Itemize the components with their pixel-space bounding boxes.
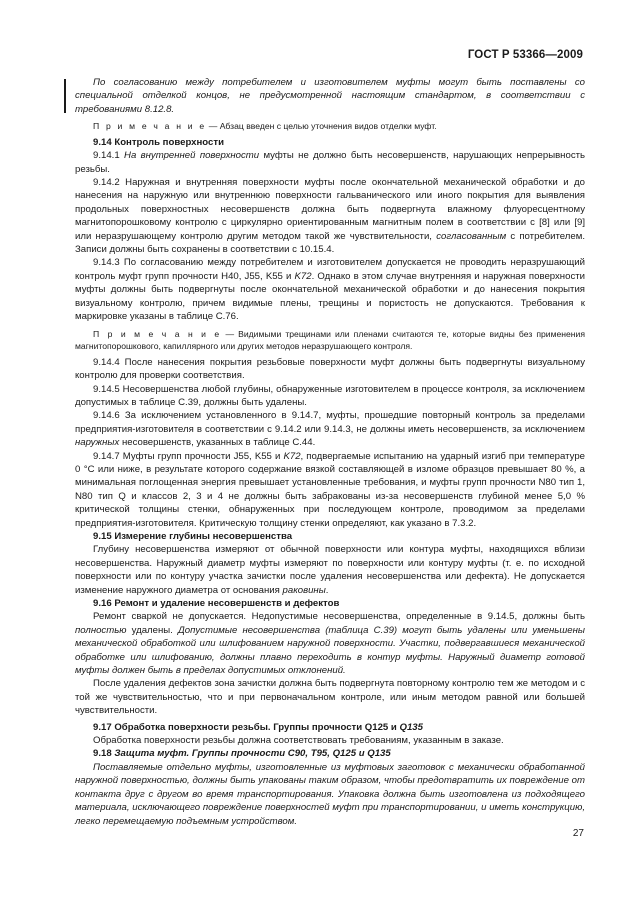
text-span: Глубину несовершенства измеряют от обычной поверхности или контура муфты, находящихся вблизи несовершенства. Наружный диаметр муфты измеряют по поверхности или контуру муфты (т. е. по исходной поверхности или по контуру участка зачистки после удаления несовершенства или дефекта). Не допускается изменение наружного диаметра от основания xyxy=(75,544,585,596)
note-text: — Видимыми трещинами или пленами считаются те, которые видны без применения магнитопорошкового, капиллярного или других методов неразрушающего контроля. xyxy=(75,328,585,352)
text-span: 9.17 Обработка поверхности резьбы. Группы прочности Q125 и xyxy=(93,721,400,733)
note-label: П р и м е ч а н и е xyxy=(93,121,207,132)
italic-span: На внутренней поверхности xyxy=(124,150,260,162)
text-span: . Однако в этом случае внутренняя и наружная поверхности муфты должны быть подвергнуты после окончательной механической обработки и до нанесения покрытия визуальному контролю, причем видимые плены, трещины и пористость не допускаются. Требования к маркировке указаны в таблице С.76. xyxy=(75,270,585,323)
text-span: 9.14.2 Наружная и внутренняя поверхности муфты после окончательной механической обработки и до нанесения на наружную или внутреннюю поверхности гальванического или иного покрытия для выявления продольных поверхностных несовершенств должна быть подвергнута влажному флуоресцентному магнитопорошковому контролю с циркулярно ориентированным магнитным полем в соответствии с [8] или [9] или неразрушающему контролю другим методом такой же чувствительности, xyxy=(75,177,585,242)
italic-span: Защита муфт. Группы прочности С90, Т95, Q125 и Q135 xyxy=(114,748,391,760)
paragraph-9-14-1 xyxy=(75,149,585,176)
paragraph-9-14-3 xyxy=(75,256,585,323)
paragraph-9-17: Обработка поверхности резьбы должна соответствовать требованиям, указанным в заказе. xyxy=(93,735,504,747)
text-span: несовершенств, указанных в таблице С.44. xyxy=(119,437,316,449)
paragraph-9-15 xyxy=(75,543,585,597)
paragraph-9-14-5: 9.14.5 Несовершенства любой глубины, обнаруженные изготовителем в процессе контроля, за исключением допустимых в таблице С.39, должны быть удалены. xyxy=(75,383,585,408)
text-span: 9.14.7 Муфты групп прочности J55, K55 и xyxy=(93,450,284,462)
note-text: — Абзац введен с целью уточнения видов отделки муфт. xyxy=(206,121,437,132)
italic-span: наружных xyxy=(75,437,120,449)
paragraph-9-14-7 xyxy=(75,450,585,530)
change-bar xyxy=(64,79,66,113)
italic-span: полностью xyxy=(75,624,127,636)
section-heading-9-15: 9.15 Измерение глубины несовершенства xyxy=(93,530,293,542)
section-heading-9-18 xyxy=(75,747,585,760)
note-paragraph xyxy=(75,120,585,133)
text-span: муфты не должно быть несовершенств, нарушающих непрерывность резьбы. xyxy=(75,150,586,175)
section-heading-9-14: 9.14 Контроль поверхности xyxy=(93,136,224,148)
italic-span: Допустимые несовершенства (таблица С.39) могут быть удалены или уменьшены механической обработкой или шлифованием наружной поверхности. Участки, подвергавшиеся механической обработке или шлифованию, должны плавно переходить в контур муфты. Наружный диаметр готовой муфты должен быть в пределах допустимых отклонений. xyxy=(75,624,585,677)
text-span: . xyxy=(325,584,329,596)
text-span: 9.14.6 За исключением установленного в 9.14.7, муфты, прошедшие повторный контроль за пределами предприятия-изготовителя в соответствии с 9.14.2 или 9.14.3, не должны иметь несовершенств, за исключением xyxy=(75,410,585,435)
italic-span: согласованным xyxy=(436,230,507,242)
document-body xyxy=(75,76,585,828)
text-span: удалены. xyxy=(126,624,179,636)
italic-span: Q135 xyxy=(399,721,423,733)
italic-span: раковины xyxy=(282,584,326,596)
note-paragraph xyxy=(75,328,585,353)
text-span: , подвергаемые испытанию на ударный изгиб при температуре 0 °С или ниже, в результате которого содержание вязкой составляющей в изломе образцов превышает 80 %, а минимальная поглощенная энергия превышает установленные требования, и муфты групп прочности N80 тип 1, N80 тип Q и классов 2, 3 и 4 не должны быть забракованы из-за несовершенств глубиной менее 5,0 % критической толщины стенки, обнаруженных при последующем контроле, проводимом за пределами предприятия-изготовителя. Критическую толщину стенки определяют, как указано в 7.3.2. xyxy=(75,450,585,529)
section-heading-9-17 xyxy=(75,721,585,734)
text-span: с потребителем. Записи должны быть сохранены в соответствии с 10.15.4. xyxy=(75,230,585,256)
italic-span: K72 xyxy=(283,450,301,462)
paragraph-9-18: Поставляемые отдельно муфты, изготовленные из муфтовых заготовок с механически обработанной наружной поверхностью, должны быть упакованы таким образом, чтобы предотвратить их повреждение от контакта друг с другом во время транспортирования. Упаковка должна быть изготовлена из подходящего материала, исключающего повреждение поверхностей муфт при транспортировании, и иметь конструкцию, легко перемещаемую подъемным устройством. xyxy=(75,761,585,827)
italic-span: K72 xyxy=(294,270,312,282)
paragraph-9-16-2: После удаления дефектов зона зачистки должна быть подвергнута повторному контролю тем же методом и с той же чувствительностью, что и при первоначальном контроле, или иным методом равной или большей чувствительности. xyxy=(75,678,585,717)
text-span: 9.14.1 xyxy=(93,150,125,162)
paragraph-9-16 xyxy=(75,610,585,677)
section-heading-9-16: 9.16 Ремонт и удаление несовершенств и дефектов xyxy=(93,598,340,609)
page-number: 27 xyxy=(572,828,584,839)
document-id-header: ГОСТ Р 53366—2009 xyxy=(467,49,583,61)
paragraph-9-14-6 xyxy=(75,409,585,449)
text-span: 9.14.3 По согласованию между потребителем и изготовителем допускается не проводить неразрушающий контроль муфт групп прочности Н40, J55, K55 и xyxy=(75,257,585,282)
note-label: П р и м е ч а н и е xyxy=(93,328,222,339)
paragraph-9-14-4: 9.14.4 После нанесения покрытия резьбовые поверхности муфт должны быть подвергнуты визуальному контролю для проверки соответствия. xyxy=(75,356,585,382)
text-span: 9.18 xyxy=(93,748,115,760)
text-span: Ремонт сваркой не допускается. Недопустимые несовершенства, определенные в 9.14.5, должны быть xyxy=(93,611,585,623)
intro-paragraph: По согласованию между потребителем и изготовителем муфты могут быть поставлены со специальной отделкой концов, не предусмотренной настоящим стандартом, в соответствии с требованиями 8.12.8. xyxy=(75,77,585,115)
paragraph-9-14-2 xyxy=(75,176,585,256)
